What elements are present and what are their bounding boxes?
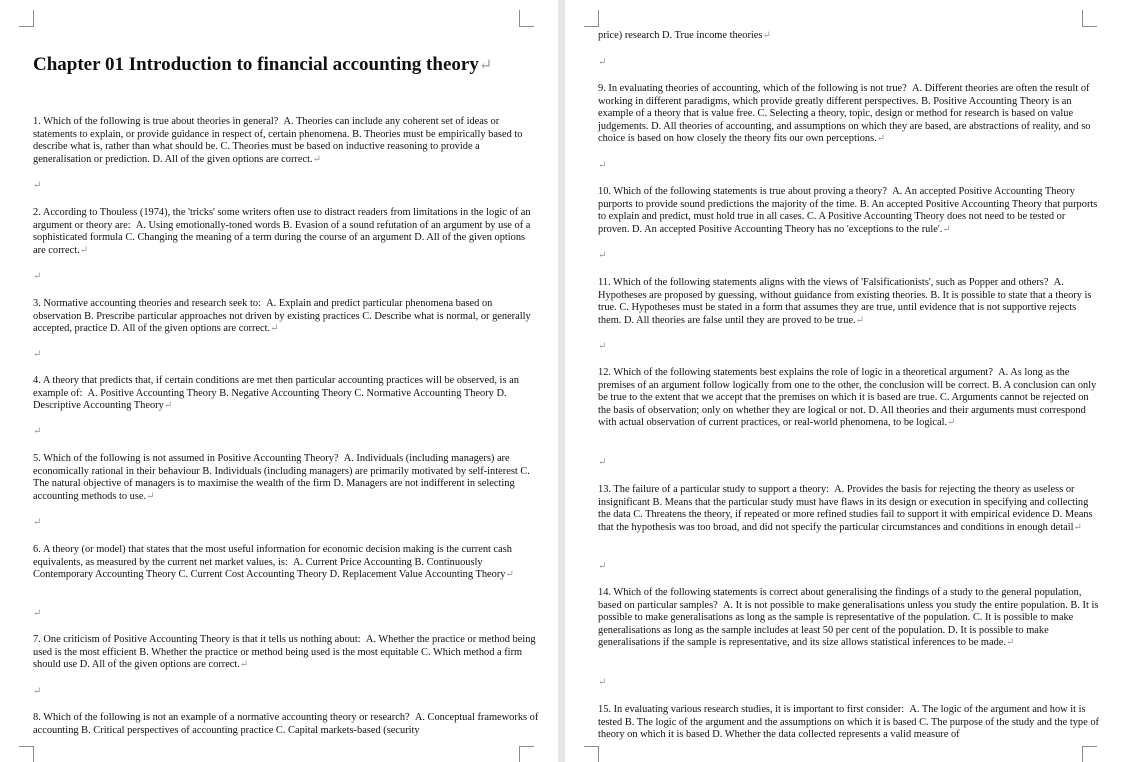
empty-paragraph: ↵ (33, 349, 42, 360)
page-right (565, 0, 1121, 762)
question-8[interactable]: 8. Which of the following is not an example of a normative accounting theory or research? A. Conceptual frameworks of accounting B. Critical perspectives of accounting practice C. Capital markets-based (security (33, 712, 539, 736)
question-5[interactable]: 5. Which of the following is not assumed in Positive Accounting Theory? A. Individuals (including managers) are economically rational in their behaviour B. Individuals (including managers) are primarily motivated by self-interest C. The natural objective of managers is to maximise the wealth of the firm D. Managers are not indifferent in selecting accounting methods to use.↵ (33, 453, 530, 502)
crop-mark-bottom-left (19, 746, 34, 762)
question-13[interactable]: 13. The failure of a particular study to support a theory: A. Provides the basis for rejecting the theory as useless or insignificant B. Means that the particular study must have flaws in its design or execution in specifying and collecting the data C. Threatens the theory, if repeated or more refined studies fail to support it with empirical evidence D. Means that the hypothesis was too broad, and did not specify the particular circumstances and conditions in enough detail↵ (598, 484, 1093, 533)
crop-mark-bottom-right (519, 746, 534, 762)
empty-paragraph: ↵ (33, 608, 42, 619)
crop-mark-top-right (1082, 10, 1097, 27)
question-12[interactable]: 12. Which of the following statements best explains the role of logic in a theoretical argument? A. As long as the premises of an argument follow logically from one to the other, the conclusion will be correct. B. A conclusion can only be true to the extent that we accept that the premises on which it is based are true. C. Arguments cannot be rejected on the basis of observation; only on whether they are logical or not. D. All theories and their arguments must correspond with actual observation of current practices, or real-world phenomena, to be logical.↵ (598, 367, 1097, 429)
empty-paragraph: ↵ (598, 341, 607, 352)
empty-paragraph: ↵ (33, 180, 42, 191)
question-15[interactable]: 15. In evaluating various research studies, it is important to first consider: A. The logic of the argument and how it is tested B. The logic of the argument and the assumptions on which it is based C. The purpose of the study and the type of theory on which it is based D. Whether the data collected represents a valid measure of (598, 704, 1099, 741)
empty-paragraph: ↵ (598, 677, 607, 688)
page-left (0, 0, 558, 762)
empty-paragraph: ↵ (598, 250, 607, 261)
empty-paragraph: ↵ (33, 426, 42, 437)
empty-paragraph: ↵ (598, 57, 607, 68)
empty-paragraph: ↵ (598, 457, 607, 468)
empty-paragraph: ↵ (33, 517, 42, 528)
question-9[interactable]: 9. In evaluating theories of accounting, which of the following is not true? A. Different theories are often the result of working in different paradigms, which provide greatly different perspectives. B. Positive Accounting Theory is an example of a theory that is value free. C. Selecting a theory, topic, design or method for research is based on value judgements. D. All theories of accounting, and assumptions on which they are based, are abstractions of reality, and so choice is based on how closely the theory fits our own perceptions.↵ (598, 83, 1091, 145)
crop-mark-top-left (19, 10, 34, 27)
question-3[interactable]: 3. Normative accounting theories and research seek to: A. Explain and predict particular phenomena based on observation B. Prescribe particular approaches not driven by existing practices C. Describe what is normal, or generally accepted, practice D. All of the given options are correct.↵ (33, 298, 531, 335)
chapter-title[interactable]: Chapter 01 Introduction to financial accounting theory↵ (33, 54, 493, 75)
crop-mark-bottom-left (584, 746, 599, 762)
question-10[interactable]: 10. Which of the following statements is true about proving a theory? A. An accepted Positive Accounting Theory purports to provide sound predictions the majority of the time. B. An accepted Positive Accounting Theory that purports to explain and predict, must hold true in all cases. C. A Positive Accounting Theory does not need to be tested or proven. D. An accepted Positive Accounting Theory has no 'exceptions to the rule'.↵ (598, 186, 1098, 235)
crop-mark-top-left (584, 10, 599, 27)
crop-mark-top-right (519, 10, 534, 27)
empty-paragraph: ↵ (33, 271, 42, 282)
question-2[interactable]: 2. According to Thouless (1974), the 'tricks' some writers often use to distract readers from limitations in the logic of an argument or theory are: A. Using emotionally-toned words B. Evasion of a sound refutation of an argument by use of a sophisticated formula C. Changing the meaning of a term during the course of an argument D. All of the given options are correct.↵ (33, 207, 531, 256)
question-14[interactable]: 14. Which of the following statements is correct about generalising the findings of a study to the general population, based on particular samples? A. It is not possible to make generalisations unless you study the entire population. B. It is possible to make generalisations as long as the sample is representative of the population. C. It is possible to make generalisations as long as the sample includes at least 50 per cent of the population. D. It is possible to make generalisations if the sample is representative, and its size allows statistical inferences to be made.↵ (598, 587, 1099, 649)
question-6[interactable]: 6. A theory (or model) that states that the most useful information for economic decision making is the current cash equivalents, as measured by the current net market values, is: A. Current Price Accounting B. Continuously Contemporary Accounting Theory C. Current Cost Accounting Theory D. Replacement Value Accounting Theory↵ (33, 544, 514, 581)
question-8-continued[interactable]: price) research D. True income theories↵ (598, 30, 771, 41)
page-gutter (558, 0, 565, 762)
crop-mark-bottom-right (1082, 746, 1097, 762)
empty-paragraph: ↵ (598, 160, 607, 171)
question-11[interactable]: 11. Which of the following statements aligns with the views of 'Falsificationists', such as Popper and others? A. Hypotheses are proposed by guessing, without guidance from existing theories. B. It is possible to state that a theory is true. C. Hypotheses must be stated in a form that assumes they are true, until evidence that is not supportive rejects them. D. All theories are false until they are proved to be true.↵ (598, 277, 1092, 326)
question-4[interactable]: 4. A theory that predicts that, if certain conditions are met then particular accounting practices will be observed, is an example of: A. Positive Accounting Theory B. Negative Accounting Theory C. Normative Accounting Theory D. Descriptive Accounting Theory↵ (33, 375, 519, 412)
question-7[interactable]: 7. One criticism of Positive Accounting Theory is that it tells us nothing about: A. Whether the practice or method being used is the most efficient B. Whether the practice or method being used is the most equitable C. Which method a firm should use D. All of the given options are correct.↵ (33, 634, 536, 671)
question-1[interactable]: 1. Which of the following is true about theories in general? A. Theories can include any coherent set of ideas or statements to explain, or provide guidance in respect of, certain phenomena. B. Theories must be empirically based to describe what is, rather than what should be. C. Theories must be based on inductive reasoning to provide a generalisation or prediction. D. All of the given options are correct.↵ (33, 116, 523, 165)
empty-paragraph: ↵ (33, 686, 42, 697)
empty-paragraph: ↵ (598, 561, 607, 572)
